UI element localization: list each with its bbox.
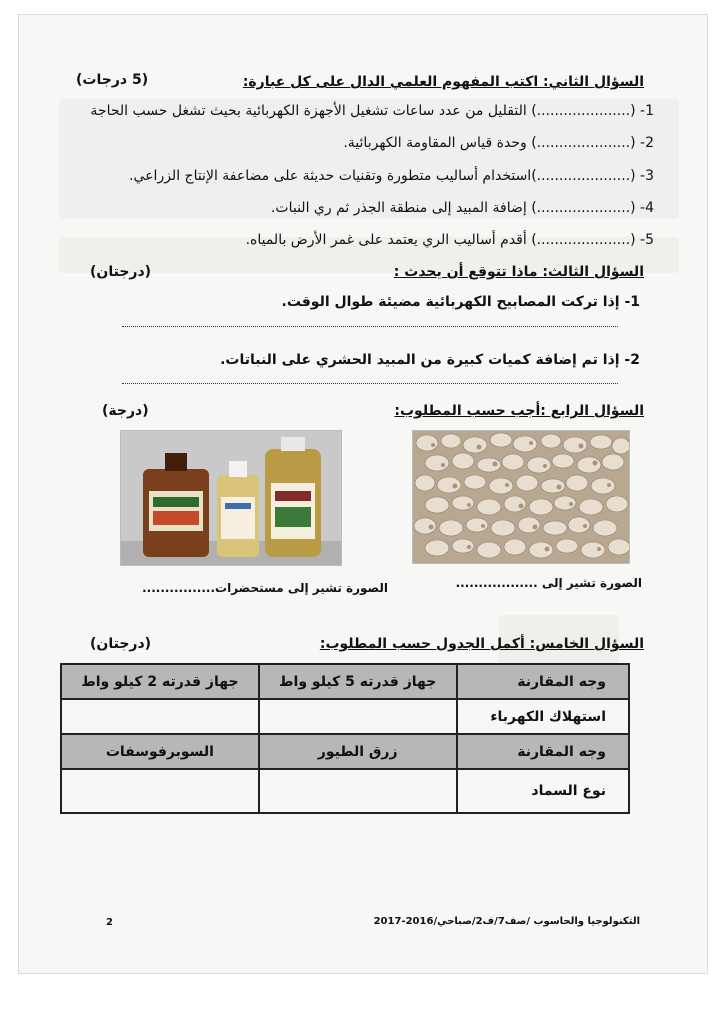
q2-item-1: 1- (.....................) التقليل من عدد ساعات تشغيل الأجهزة الكهربائية بحيث تشغل حسب الحاجة — [90, 103, 654, 119]
table-row — [61, 699, 629, 734]
q2-item-2: 2- (.....................) وحدة قياس المقاومة الكهربائية. — [343, 135, 654, 151]
q3-item-2: 2- إذا تم إضافة كميات كبيرة من المبيد الحشري على النباتات. — [220, 352, 640, 368]
q3-answer-line-1[interactable] — [122, 326, 618, 327]
bottles-image — [121, 431, 341, 565]
seeds-caption: الصورة تشير إلى .................. — [455, 576, 642, 590]
answer-cell[interactable] — [61, 769, 259, 813]
table-cell: وجه المقارنة — [457, 734, 629, 769]
answer-cell[interactable] — [259, 769, 457, 813]
footer-course: التكنولوجيا والحاسوب /صف7/ف2/صباحي/2016-2017 — [373, 916, 640, 927]
q2-item-3: 3- (.....................)استخدام أساليب متطورة وتقنيات حديثة على مضاعفة الإنتاج الزراعي. — [129, 168, 654, 184]
table-row — [61, 769, 629, 813]
q2-title: السؤال الثاني: اكتب المفهوم العلمي الدال على كل عبارة: — [242, 74, 644, 90]
table-cell: السوبرفوسفات — [61, 734, 259, 769]
q3-item-1: 1- إذا تركت المصابيح الكهربائية مضيئة طوال الوقت. — [281, 294, 640, 310]
q5-title: السؤال الخامس: أكمل الجدول حسب المطلوب: — [319, 636, 644, 652]
table-cell: جهاز قدرته 2 كيلو واط — [61, 664, 259, 699]
bottles-caption: الصورة تشير إلى مستحضرات................ — [142, 581, 388, 595]
q4-title: السؤال الرابع :أجب حسب المطلوب: — [394, 403, 644, 419]
answer-cell[interactable] — [259, 699, 457, 734]
seeds-image — [413, 431, 629, 563]
table-row — [61, 734, 629, 769]
comparison-table — [60, 663, 630, 814]
q4-marks: (درجة) — [102, 403, 149, 419]
table-row — [61, 664, 629, 699]
pesticide-bottles-photo — [120, 430, 342, 566]
q3-title: السؤال الثالث: ماذا تتوقع أن يحدث : — [393, 264, 644, 280]
table-cell: جهاز قدرته 5 كيلو واط — [259, 664, 457, 699]
table-cell: زرق الطيور — [259, 734, 457, 769]
q5-marks: (درجتان) — [90, 636, 152, 652]
q2-marks: (5 درجات) — [76, 72, 149, 88]
q2-item-5: 5- (.....................) أقدم أساليب الري يعتمد على غمر الأرض بالمياه. — [245, 232, 654, 248]
answer-cell[interactable] — [61, 699, 259, 734]
table-cell: وجه المقارنة — [457, 664, 629, 699]
table-cell: استهلاك الكهرباء — [457, 699, 629, 734]
table-cell: نوع السماد — [457, 769, 629, 813]
q3-answer-line-2[interactable] — [122, 383, 618, 384]
seeds-photo — [412, 430, 630, 564]
q2-item-4: 4- (.....................) إضافة المبيد إلى منطقة الجذر ثم ري النبات. — [270, 200, 654, 216]
footer-page-number: 2 — [106, 917, 113, 928]
q3-marks: (درجتان) — [90, 264, 152, 280]
